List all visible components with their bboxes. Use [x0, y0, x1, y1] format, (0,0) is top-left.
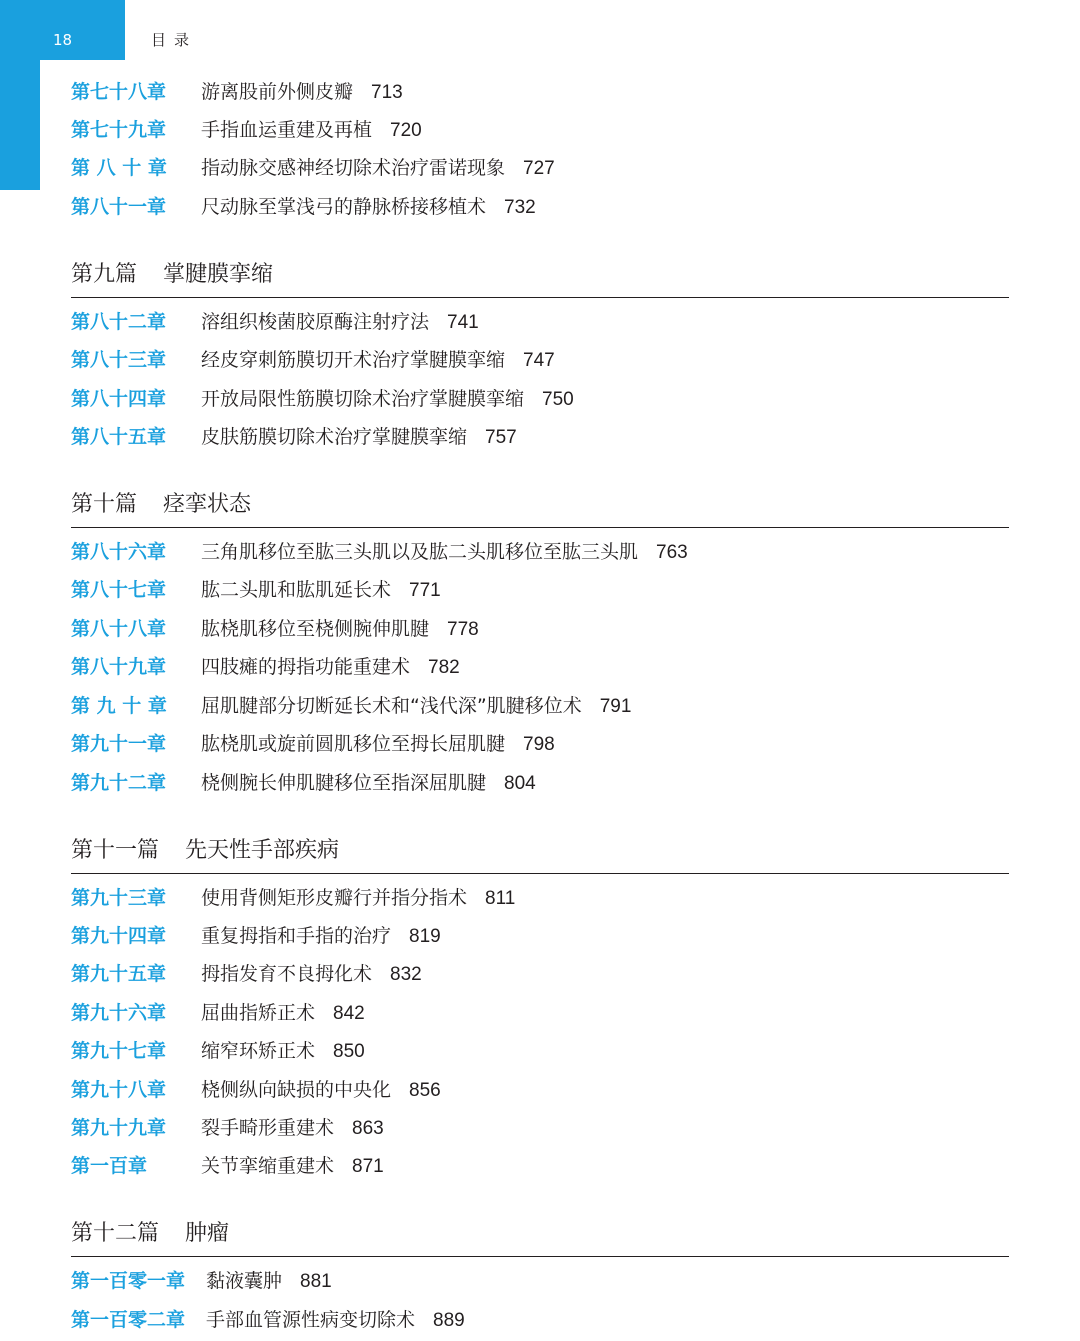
- chapter-page: 778: [447, 619, 479, 640]
- part-label: 第十一篇: [71, 838, 160, 863]
- chapter-number: 第八十四章: [71, 388, 167, 410]
- running-head: 目录: [151, 31, 198, 49]
- chapter-number: 第八十二章: [71, 311, 167, 333]
- chapter-page: 863: [352, 1118, 384, 1139]
- chapter-title: 肱桡肌或旋前圆肌移位至拇长屈肌腱: [201, 733, 506, 755]
- part-heading-11: [71, 833, 1009, 874]
- chapter-page: 871: [352, 1156, 384, 1177]
- chapter-number: 第八十六章: [71, 541, 167, 563]
- chapter-number: 第九十六章: [71, 1002, 167, 1024]
- chapter-title: 肱二头肌和肱肌延长术: [201, 579, 392, 601]
- chapter-title: 三角肌移位至肱三头肌以及肱二头肌移位至肱三头肌: [201, 541, 639, 563]
- part-title: 掌腱膜挛缩: [163, 262, 274, 287]
- part-title: 痉挛状态: [163, 492, 252, 517]
- chapter-page: 741: [447, 312, 479, 333]
- chapter-number: 第九十九章: [71, 1117, 167, 1139]
- chapter-page: 889: [433, 1310, 465, 1331]
- chapter-number: 第 九 十 章: [71, 695, 167, 717]
- chapter-page: 771: [409, 580, 441, 601]
- chapter-title: 经皮穿刺筋膜切开术治疗掌腱膜挛缩: [201, 349, 506, 371]
- chapter-page: 791: [599, 696, 632, 717]
- chapter-title: 手指血运重建及再植: [201, 119, 373, 141]
- chapter-number: 第八十一章: [71, 196, 167, 218]
- part-heading-12: [71, 1216, 1009, 1257]
- chapter-number: 第 八 十 章: [71, 157, 167, 179]
- chapter-number: 第七十九章: [71, 119, 167, 141]
- chapter-number: 第九十二章: [71, 772, 167, 794]
- chapter-page: 811: [485, 888, 516, 909]
- part-title: 先天性手部疾病: [185, 838, 340, 863]
- chapter-page: 782: [428, 657, 460, 678]
- chapter-page: 819: [409, 926, 441, 947]
- chapter-number: 第一百零二章: [71, 1309, 186, 1331]
- chapter-title: 重复拇指和手指的治疗: [201, 925, 392, 947]
- chapter-number: 第九十五章: [71, 963, 167, 985]
- chapter-page: 720: [390, 120, 422, 141]
- chapter-number: 第八十九章: [71, 656, 167, 678]
- chapter-title: 肱桡肌移位至桡侧腕伸肌腱: [201, 618, 430, 640]
- chapter-title: 游离股前外侧皮瓣: [201, 81, 354, 103]
- chapter-number: 第八十五章: [71, 426, 167, 448]
- chapter-number: 第七十八章: [71, 81, 167, 103]
- chapter-title: 缩窄环矫正术: [201, 1040, 316, 1062]
- part-heading-10: [71, 487, 1009, 528]
- chapter-title: 尺动脉至掌浅弓的静脉桥接移植术: [201, 196, 487, 218]
- chapter-title: 黏液囊肿: [206, 1270, 283, 1292]
- chapter-number: 第九十一章: [71, 733, 167, 755]
- chapter-title: 溶组织梭菌胶原酶注射疗法: [201, 311, 430, 333]
- chapter-number: 第一百章: [71, 1155, 148, 1177]
- chapter-page: 804: [504, 773, 536, 794]
- part-title: 肿瘤: [185, 1221, 230, 1246]
- chapter-page: 798: [523, 734, 555, 755]
- chapter-title: 四肢瘫的拇指功能重建术: [201, 656, 411, 678]
- chapter-number: 第八十八章: [71, 618, 167, 640]
- chapter-page: 842: [333, 1003, 365, 1024]
- chapter-page: 832: [390, 964, 422, 985]
- chapter-title: 桡侧纵向缺损的中央化: [201, 1079, 392, 1101]
- chapter-page: 850: [333, 1041, 365, 1062]
- side-color-bar: [0, 60, 40, 190]
- chapter-number: 第一百零一章: [71, 1270, 186, 1292]
- chapter-title: 屈曲指矫正术: [201, 1002, 316, 1024]
- chapter-number: 第九十八章: [71, 1079, 167, 1101]
- chapter-page: 763: [656, 542, 688, 563]
- page-number: 18: [53, 31, 73, 49]
- chapter-number: 第九十七章: [71, 1040, 167, 1062]
- chapter-title: 裂手畸形重建术: [201, 1117, 335, 1139]
- part-label: 第十篇: [71, 492, 138, 517]
- part-heading-9: [71, 257, 1009, 298]
- chapter-page: 713: [371, 82, 403, 103]
- chapter-page: 750: [542, 389, 574, 410]
- chapter-title: 关节挛缩重建术: [201, 1155, 335, 1177]
- chapter-page: 881: [300, 1271, 332, 1292]
- chapter-title: 屈肌腱部分切断延长术和“浅代深”肌腱移位术: [201, 695, 582, 717]
- chapter-title: 使用背侧矩形皮瓣行并指分指术: [201, 887, 468, 909]
- chapter-page: 732: [504, 197, 536, 218]
- chapter-page: 757: [485, 427, 517, 448]
- part-label: 第九篇: [71, 262, 138, 287]
- chapter-page: 856: [409, 1080, 441, 1101]
- chapter-page: 727: [523, 158, 555, 179]
- chapter-title: 桡侧腕长伸肌腱移位至指深屈肌腱: [201, 772, 487, 794]
- chapter-title: 手部血管源性病变切除术: [206, 1309, 416, 1331]
- chapter-title: 拇指发育不良拇化术: [201, 963, 373, 985]
- chapter-title: 皮肤筋膜切除术治疗掌腱膜挛缩: [201, 426, 468, 448]
- part-label: 第十二篇: [71, 1221, 160, 1246]
- chapter-title: 开放局限性筋膜切除术治疗掌腱膜挛缩: [201, 388, 525, 410]
- chapter-number: 第八十三章: [71, 349, 167, 371]
- chapter-number: 第九十四章: [71, 925, 167, 947]
- chapter-number: 第八十七章: [71, 579, 167, 601]
- chapter-page: 747: [523, 350, 555, 371]
- chapter-number: 第九十三章: [71, 887, 167, 909]
- chapter-title: 指动脉交感神经切除术治疗雷诺现象: [201, 157, 506, 179]
